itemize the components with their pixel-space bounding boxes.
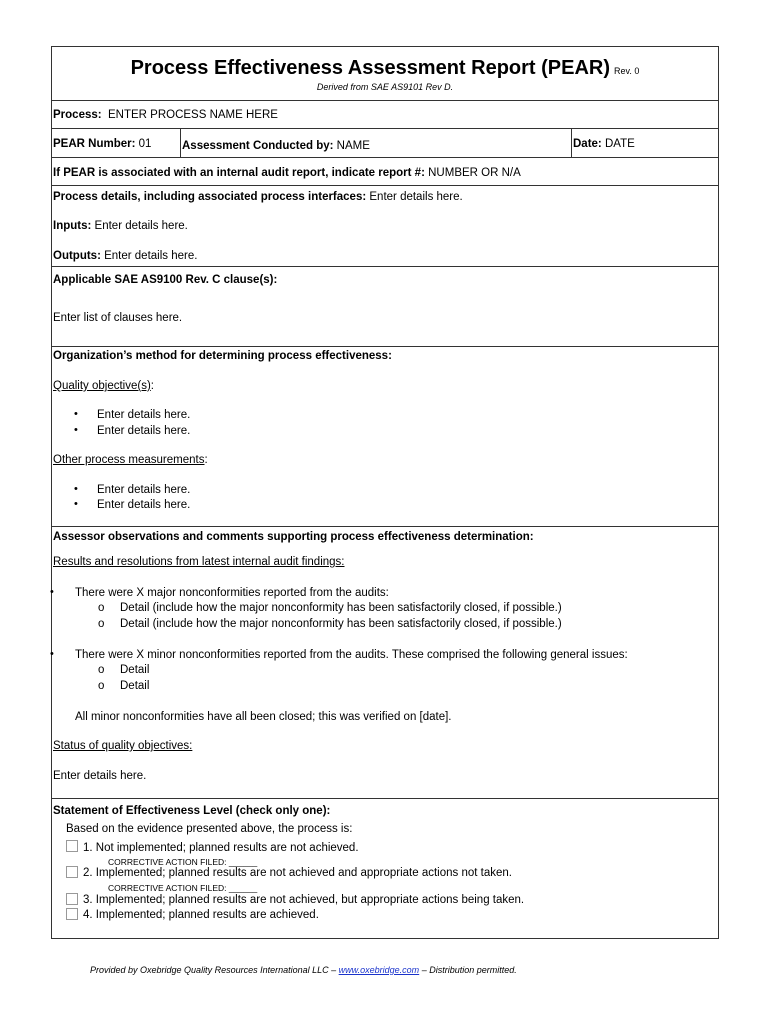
revision-label: Rev. 0 xyxy=(614,66,640,76)
quality-objective-item[interactable]: Enter details here. xyxy=(97,409,191,421)
option-4-label: 4. Implemented; planned results are achieved. xyxy=(83,909,319,921)
inputs-field[interactable]: Enter details here. xyxy=(94,220,188,232)
option-2-label: 2. Implemented; planned results are not achieved and appropriate actions not taken. xyxy=(83,867,512,879)
assessor-label: Assessment Conducted by: xyxy=(182,140,334,152)
quality-objective-item[interactable]: Enter details here. xyxy=(97,425,191,437)
clauses-label: Applicable SAE AS9100 Rev. C clause(s): xyxy=(53,274,278,286)
method-label: Organization’s method for determining process effectiveness: xyxy=(53,350,392,362)
circle-bullet-icon: o xyxy=(98,680,105,692)
date-field[interactable]: DATE xyxy=(604,138,635,150)
oxebridge-link[interactable]: www.oxebridge.com xyxy=(338,965,420,975)
option-3-label: 3. Implemented; planned results are not achieved, but appropriate actions being taken. xyxy=(83,894,525,906)
major-nonconformities-text[interactable]: There were X major nonconformities reported from the audits: xyxy=(75,587,389,599)
circle-bullet-icon: o xyxy=(98,664,105,676)
statement-label: Statement of Effectiveness Level (check only one): xyxy=(53,805,331,817)
option-1-checkbox[interactable] xyxy=(66,840,78,852)
status-objectives-label: Status of quality objectives: xyxy=(53,740,193,752)
assessor-name-field[interactable]: NAME xyxy=(336,140,370,152)
audit-report-number-field[interactable]: NUMBER OR N/A xyxy=(428,167,521,179)
report-title xyxy=(52,57,718,80)
title-row xyxy=(52,47,718,101)
minor-nonconformities-text[interactable]: There were X minor nonconformities reported from the audits. These comprised the following general issues: xyxy=(75,649,628,661)
process-details-field[interactable]: Enter details here. xyxy=(369,191,463,203)
method-row: Organization’s method for determining process effectiveness: Quality objective(s): • Enter details here. • Enter details here. Other process measurements: • Enter details here. • Enter details here. xyxy=(52,347,718,527)
bullet-icon: • xyxy=(50,586,54,598)
results-label: Results and resolutions from latest internal audit findings: xyxy=(53,556,345,568)
status-objectives-field[interactable]: Enter details here. xyxy=(53,770,147,782)
process-label: Process: xyxy=(53,109,102,121)
divider xyxy=(180,129,181,157)
process-details-label: Process details, including associated process interfaces: xyxy=(53,191,367,203)
other-measurement-item[interactable]: Enter details here. xyxy=(97,499,191,511)
pear-number-label: PEAR Number: xyxy=(53,138,136,150)
bullet-icon: • xyxy=(74,498,78,510)
observations-label: Assessor observations and comments supporting process effectiveness determination: xyxy=(53,531,534,543)
process-name-field[interactable]: ENTER PROCESS NAME HERE xyxy=(107,109,278,121)
option-3-checkbox[interactable] xyxy=(66,893,78,905)
internal-audit-label: If PEAR is associated with an internal audit report, indicate report #: xyxy=(53,167,425,179)
major-detail-item[interactable]: Detail (include how the major nonconformity has been satisfactorily closed, if possible.) xyxy=(120,602,562,614)
corrective-action-line[interactable]: CORRECTIVE ACTION FILED: ______ xyxy=(108,857,258,867)
statement-intro: Based on the evidence presented above, the process is: xyxy=(66,823,353,835)
pear-form xyxy=(51,46,719,939)
footer-suffix: – Distribution permitted. xyxy=(419,965,517,975)
internal-audit-row xyxy=(52,158,718,186)
circle-bullet-icon: o xyxy=(98,602,105,614)
clauses-row xyxy=(52,267,718,347)
option-2-checkbox[interactable] xyxy=(66,866,78,878)
option-4-checkbox[interactable] xyxy=(66,908,78,920)
inputs-label: Inputs: xyxy=(53,220,92,232)
footer xyxy=(0,965,770,975)
statement-row xyxy=(52,799,718,938)
quality-objectives-label: Quality objective(s) xyxy=(53,380,151,392)
date-label: Date: xyxy=(573,138,602,150)
pear-number-field[interactable]: 01 xyxy=(138,138,152,150)
bullet-icon: • xyxy=(74,483,78,495)
minor-detail-item[interactable]: Detail xyxy=(120,680,150,692)
minor-detail-item[interactable]: Detail xyxy=(120,664,150,676)
bullet-icon: • xyxy=(74,424,78,436)
bullet-icon: • xyxy=(50,648,54,660)
outputs-label: Outputs: xyxy=(53,250,101,262)
other-measurements-label: Other process measurements xyxy=(53,454,205,466)
other-measurement-item[interactable]: Enter details here. xyxy=(97,484,191,496)
minor-closed-text[interactable]: All minor nonconformities have all been closed; this was verified on [date]. xyxy=(75,711,452,723)
bullet-icon: • xyxy=(74,408,78,420)
footer-prefix: Provided by Oxebridge Quality Resources International LLC – xyxy=(90,965,339,975)
major-detail-item[interactable]: Detail (include how the major nonconformity has been satisfactorily closed, if possible.) xyxy=(120,618,562,630)
title-text: Process Effectiveness Assessment Report (PEAR) xyxy=(130,57,611,79)
derived-note: Derived from SAE AS9101 Rev D. xyxy=(316,82,454,92)
process-row xyxy=(52,101,718,129)
circle-bullet-icon: o xyxy=(98,618,105,630)
pear-info-row xyxy=(52,129,718,158)
clauses-field[interactable]: Enter list of clauses here. xyxy=(53,312,183,324)
observations-row xyxy=(52,527,718,799)
process-details-row xyxy=(52,186,718,267)
option-1-label: 1. Not implemented; planned results are not achieved. xyxy=(83,842,359,854)
corrective-action-line[interactable]: CORRECTIVE ACTION FILED: ______ xyxy=(108,883,258,893)
divider xyxy=(571,129,572,157)
outputs-field[interactable]: Enter details here. xyxy=(104,250,198,262)
